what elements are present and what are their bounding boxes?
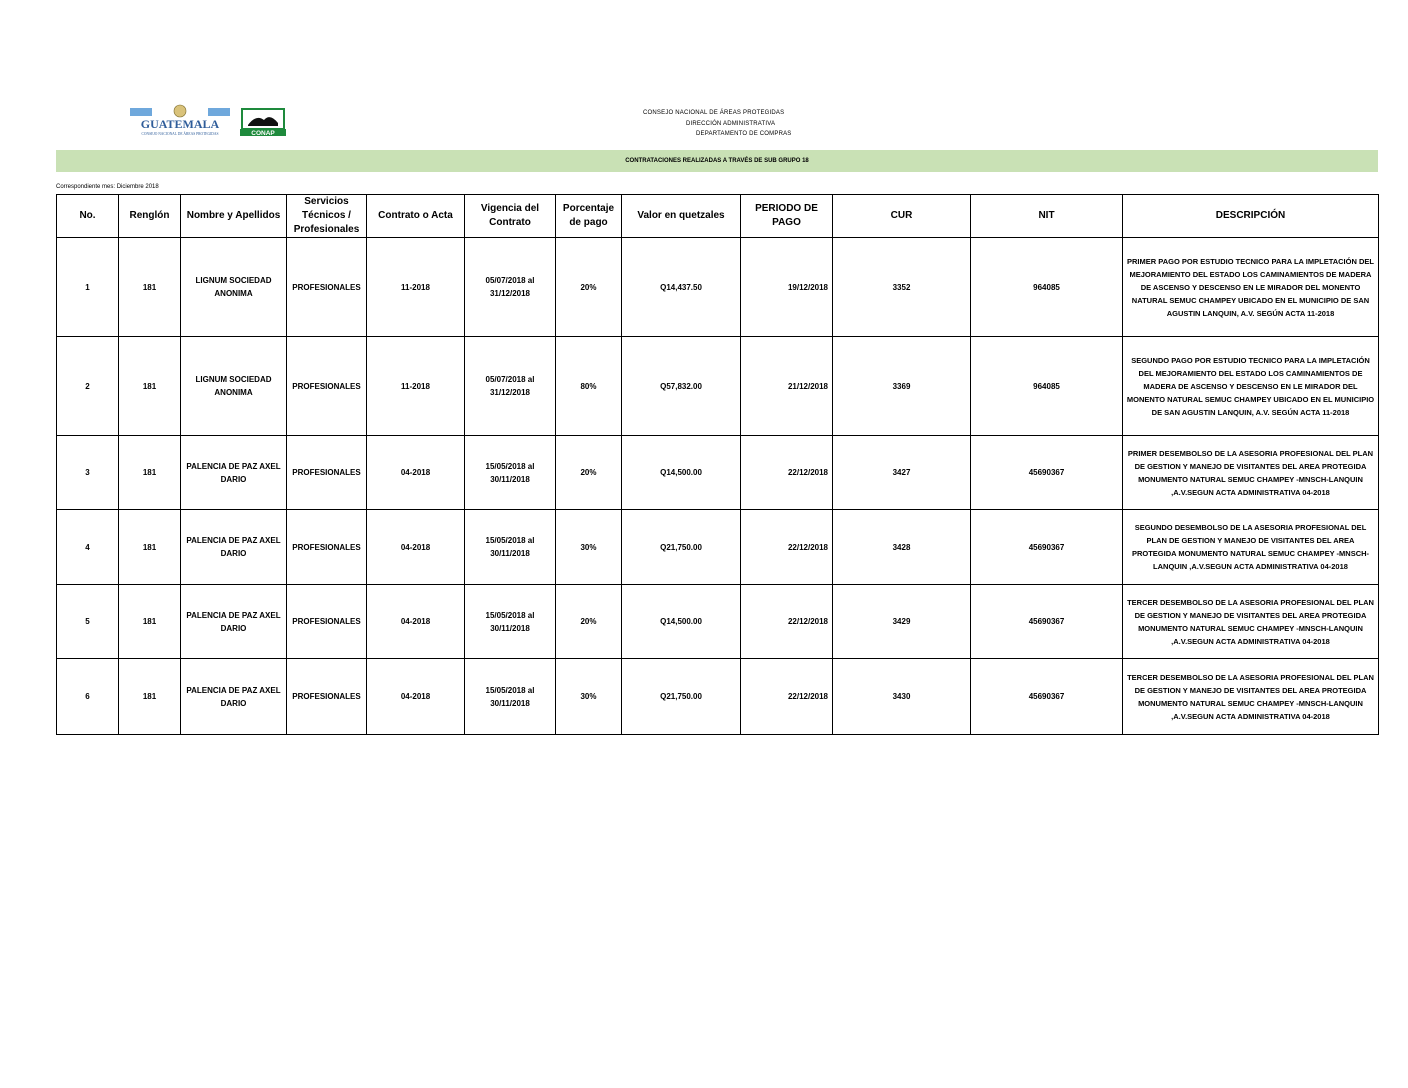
table-row: [57, 510, 1379, 585]
cell-contrato: 04-2018: [367, 659, 465, 735]
col-header-periodo: PERIODO DE PAGO: [741, 195, 833, 238]
cell-nit: 964085: [971, 238, 1123, 337]
cell-valor: Q21,750.00: [622, 659, 741, 735]
cell-nombre: PALENCIA DE PAZ AXEL DARIO: [181, 659, 287, 735]
cell-renglon: 181: [119, 337, 181, 436]
cell-periodo: 22/12/2018: [741, 659, 833, 735]
cell-descripcion: SEGUNDO DESEMBOLSO DE LA ASESORIA PROFESIONAL DEL PLAN DE GESTION Y MANEJO DE VISITANTES DEL AREA PROTEGIDA MONUMENTO NATURAL SEMUC CHAMPEY -MNSCH-LANQUIN ,A.V.SEGUN ACTA ADMINISTRATIVA 04-2018: [1123, 510, 1379, 585]
cell-cur: 3428: [833, 510, 971, 585]
table-header-row: [57, 195, 1379, 238]
cell-porcentaje: 30%: [556, 659, 622, 735]
cell-cur: 3429: [833, 585, 971, 659]
cell-nit: 45690367: [971, 510, 1123, 585]
cell-no: 3: [57, 436, 119, 510]
cell-servicio: PROFESIONALES: [287, 585, 367, 659]
cell-nombre: LIGNUM SOCIEDAD ANONIMA: [181, 337, 287, 436]
cell-vigencia: 15/05/2018 al 30/11/2018: [465, 436, 556, 510]
cell-nombre: LIGNUM SOCIEDAD ANONIMA: [181, 238, 287, 337]
cell-contrato: 04-2018: [367, 436, 465, 510]
cell-periodo: 22/12/2018: [741, 585, 833, 659]
cell-vigencia: 05/07/2018 al 31/12/2018: [465, 238, 556, 337]
cell-valor: Q14,500.00: [622, 585, 741, 659]
cell-renglon: 181: [119, 510, 181, 585]
col-header-porcentaje: Porcentaje de pago: [556, 195, 622, 238]
cell-cur: 3369: [833, 337, 971, 436]
cell-servicio: PROFESIONALES: [287, 510, 367, 585]
cell-contrato: 04-2018: [367, 510, 465, 585]
header-line-2: DIRECCIÓN ADMINISTRATIVA: [686, 121, 776, 127]
section-title-band: CONTRATACIONES REALIZADAS A TRAVÉS DE SUB GRUPO 18: [56, 150, 1378, 172]
col-header-contrato: Contrato o Acta: [367, 195, 465, 238]
cell-renglon: 181: [119, 659, 181, 735]
cell-cur: 3430: [833, 659, 971, 735]
cell-vigencia: 15/05/2018 al 30/11/2018: [465, 585, 556, 659]
cell-contrato: 04-2018: [367, 585, 465, 659]
table-row: [57, 436, 1379, 510]
cell-no: 6: [57, 659, 119, 735]
col-header-valor: Valor en quetzales: [622, 195, 741, 238]
col-header-cur: CUR: [833, 195, 971, 238]
cell-no: 4: [57, 510, 119, 585]
guatemala-logo-text: GUATEMALA: [140, 117, 220, 131]
cell-vigencia: 15/05/2018 al 30/11/2018: [465, 659, 556, 735]
cell-valor: Q21,750.00: [622, 510, 741, 585]
table-row: [57, 238, 1379, 337]
cell-descripcion: PRIMER PAGO POR ESTUDIO TECNICO PARA LA IMPLETACIÓN DEL MEJORAMIENTO DEL ESTADO LOS CAMINAMIENTOS DE MADERA DE ASCENSO Y DESCENSO EN LE MIRADOR DEL MONENTO NATURAL SEMUC CHAMPEY UBICADO EN EL MUNICIPIO DE SAN AGUSTIN LANQUIN, A.V. SEGÚN ACTA 11-2018: [1123, 238, 1379, 337]
guatemala-logo-sub: CONSEJO NACIONAL DE ÁREAS PROTEGIDAS: [141, 132, 219, 136]
header-line-1: CONSEJO NACIONAL DE ÁREAS PROTEGIDAS: [643, 110, 785, 116]
col-header-nombre: Nombre y Apellidos: [181, 195, 287, 238]
col-header-no: No.: [57, 195, 119, 238]
cell-porcentaje: 80%: [556, 337, 622, 436]
cell-vigencia: 05/07/2018 al 31/12/2018: [465, 337, 556, 436]
cell-descripcion: TERCER DESEMBOLSO DE LA ASESORIA PROFESIONAL DEL PLAN DE GESTION Y MANEJO DE VISITANTES DEL AREA PROTEGIDA MONUMENTO NATURAL SEMUC CHAMPEY -MNSCH-LANQUIN ,A.V.SEGUN ACTA ADMINISTRATIVA 04-2018: [1123, 659, 1379, 735]
cell-periodo: 22/12/2018: [741, 510, 833, 585]
period-label: Correspondiente mes: Diciembre 2018: [56, 184, 159, 190]
cell-valor: Q14,500.00: [622, 436, 741, 510]
table-row: [57, 659, 1379, 735]
cell-nit: 45690367: [971, 436, 1123, 510]
cell-periodo: 19/12/2018: [741, 238, 833, 337]
cell-nombre: PALENCIA DE PAZ AXEL DARIO: [181, 510, 287, 585]
cell-contrato: 11-2018: [367, 337, 465, 436]
cell-periodo: 21/12/2018: [741, 337, 833, 436]
guatemala-logo: [130, 104, 230, 140]
col-header-nit: NIT: [971, 195, 1123, 238]
cell-servicio: PROFESIONALES: [287, 659, 367, 735]
cell-servicio: PROFESIONALES: [287, 238, 367, 337]
col-header-renglon: Renglón: [119, 195, 181, 238]
cell-nit: 45690367: [971, 659, 1123, 735]
col-header-vigencia: Vigencia del Contrato: [465, 195, 556, 238]
cell-valor: Q57,832.00: [622, 337, 741, 436]
table-row: [57, 337, 1379, 436]
cell-porcentaje: 30%: [556, 510, 622, 585]
cell-valor: Q14,437.50: [622, 238, 741, 337]
cell-renglon: 181: [119, 585, 181, 659]
cell-nombre: PALENCIA DE PAZ AXEL DARIO: [181, 585, 287, 659]
cell-porcentaje: 20%: [556, 585, 622, 659]
cell-porcentaje: 20%: [556, 238, 622, 337]
col-header-descripcion: DESCRIPCIÓN: [1123, 195, 1379, 238]
cell-renglon: 181: [119, 238, 181, 337]
cell-servicio: PROFESIONALES: [287, 436, 367, 510]
conap-logo: [238, 108, 288, 137]
cell-porcentaje: 20%: [556, 436, 622, 510]
cell-descripcion: PRIMER DESEMBOLSO DE LA ASESORIA PROFESIONAL DEL PLAN DE GESTION Y MANEJO DE VISITANTES DEL AREA PROTEGIDA MONUMENTO NATURAL SEMUC CHAMPEY -MNSCH-LANQUIN ,A.V.SEGUN ACTA ADMINISTRATIVA 04-2018: [1123, 436, 1379, 510]
cell-vigencia: 15/05/2018 al 30/11/2018: [465, 510, 556, 585]
header-line-3: DEPARTAMENTO DE COMPRAS: [696, 131, 792, 137]
cell-cur: 3352: [833, 238, 971, 337]
cell-periodo: 22/12/2018: [741, 436, 833, 510]
cell-renglon: 181: [119, 436, 181, 510]
cell-contrato: 11-2018: [367, 238, 465, 337]
cell-descripcion: TERCER DESEMBOLSO DE LA ASESORIA PROFESIONAL DEL PLAN DE GESTION Y MANEJO DE VISITANTES DEL AREA PROTEGIDA MONUMENTO NATURAL SEMUC CHAMPEY -MNSCH-LANQUIN ,A.V.SEGUN ACTA ADMINISTRATIVA 04-2018: [1123, 585, 1379, 659]
conap-logo-text: CONAP: [251, 130, 275, 137]
col-header-servicios: Servicios Técnicos / Profesionales: [287, 195, 367, 238]
cell-no: 1: [57, 238, 119, 337]
cell-nombre: PALENCIA DE PAZ AXEL DARIO: [181, 436, 287, 510]
cell-no: 5: [57, 585, 119, 659]
cell-no: 2: [57, 337, 119, 436]
cell-servicio: PROFESIONALES: [287, 337, 367, 436]
cell-nit: 45690367: [971, 585, 1123, 659]
contracts-table: [56, 194, 1379, 735]
cell-cur: 3427: [833, 436, 971, 510]
cell-descripcion: SEGUNDO PAGO POR ESTUDIO TECNICO PARA LA IMPLETACIÓN DEL MEJORAMIENTO DEL ESTADO LOS CAMINAMIENTOS DE MADERA DE ASCENSO Y DESCENSO EN LE MIRADOR DEL MONENTO NATURAL SEMUC CHAMPEY UBICADO EN EL MUNICIPIO DE SAN AGUSTIN LANQUIN, A.V. SEGÚN ACTA 11-2018: [1123, 337, 1379, 436]
cell-nit: 964085: [971, 337, 1123, 436]
table-row: [57, 585, 1379, 659]
